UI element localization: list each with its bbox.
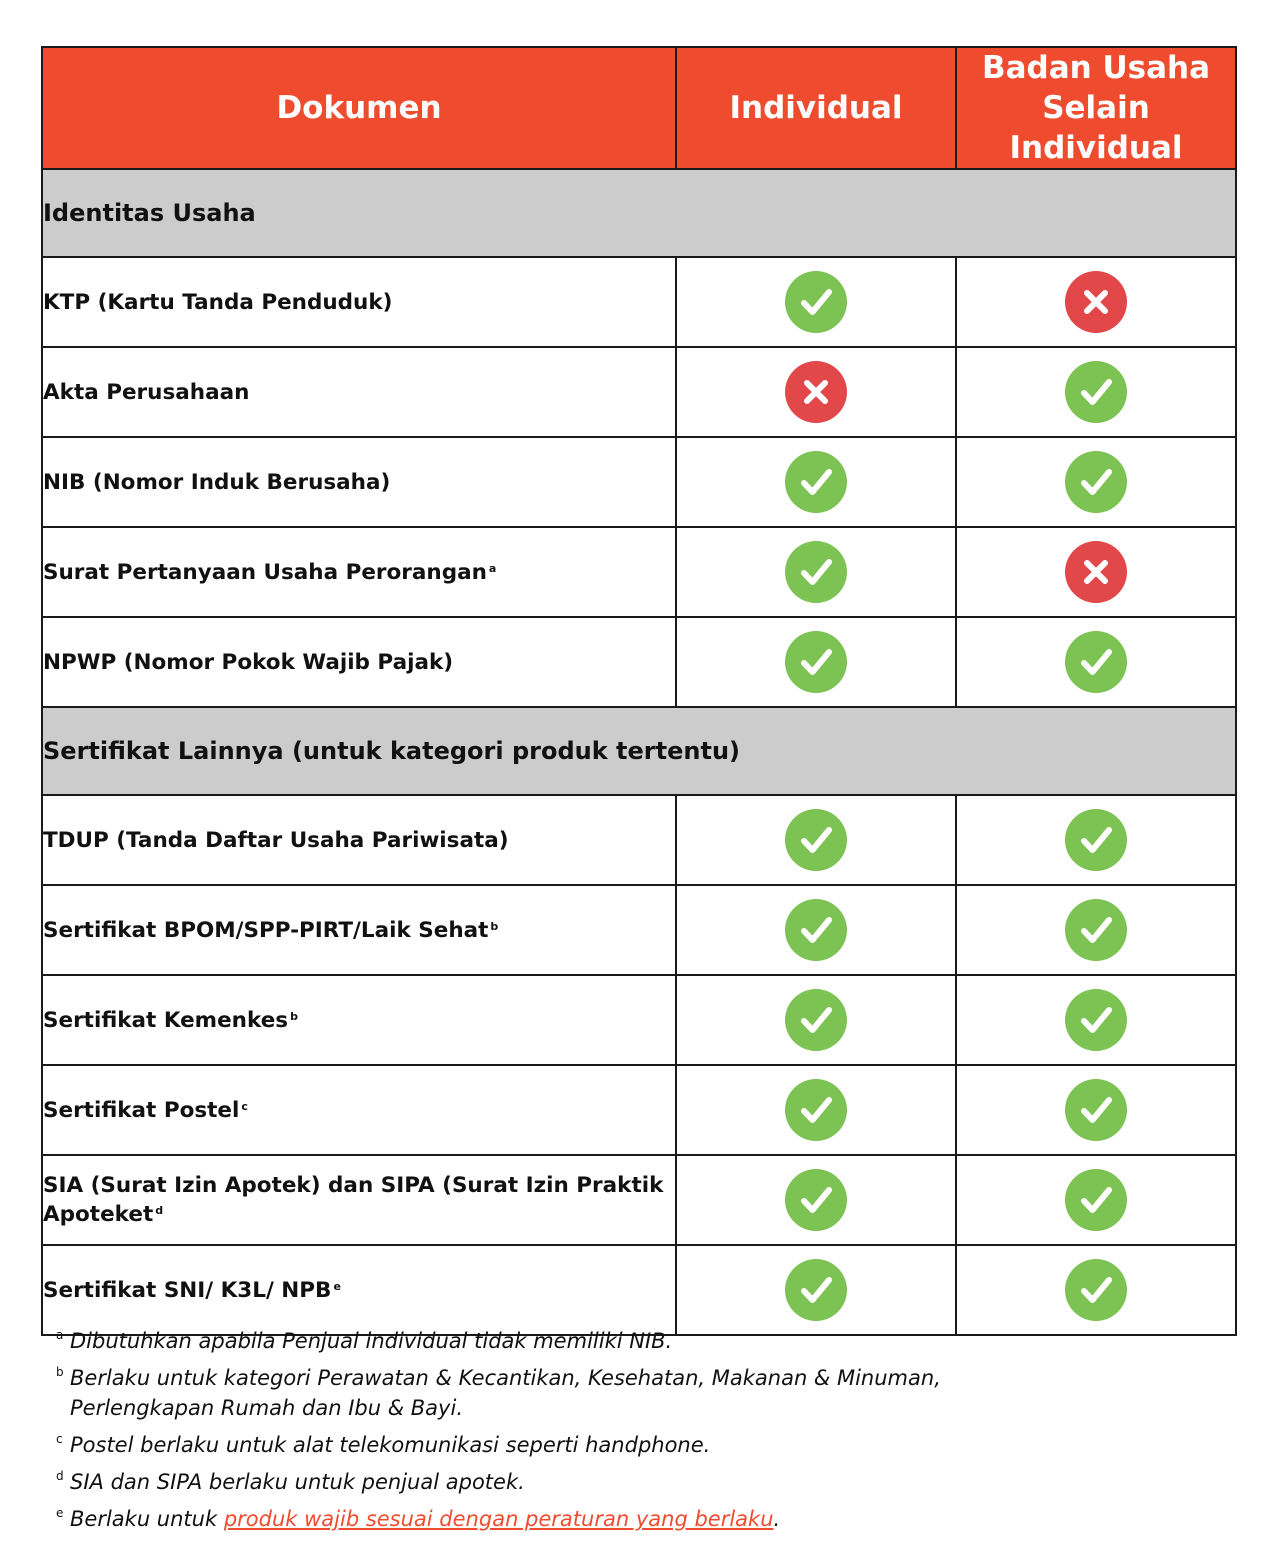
status-cell-badan: [956, 1065, 1236, 1155]
status-cell-badan: [956, 1245, 1236, 1335]
table-row: [42, 795, 1236, 885]
status-cell-individual: [676, 617, 956, 707]
document-name: Akta Perusahaan: [43, 379, 250, 405]
status-cell-individual: [676, 257, 956, 347]
check-circle-icon: [785, 1259, 847, 1321]
table-row: [42, 437, 1236, 527]
status-cell-individual: [676, 975, 956, 1065]
status-cell-badan: [956, 437, 1236, 527]
requirements-table: [41, 46, 1237, 1336]
check-circle-icon: [1065, 451, 1127, 513]
check-circle-icon: [785, 899, 847, 961]
check-circle-icon: [1065, 899, 1127, 961]
header-dokumen: Dokumen: [42, 47, 676, 169]
section-title: Sertifikat Lainnya (untuk kategori produk tertentu): [42, 707, 1236, 795]
section-row: [42, 169, 1236, 257]
document-name-cell: [42, 437, 676, 527]
footnote-marker: e: [333, 1279, 341, 1293]
table-row: [42, 257, 1236, 347]
status-cell-badan: [956, 885, 1236, 975]
document-name: Sertifikat SNI/ K3L/ NPB: [43, 1277, 332, 1303]
status-cell-individual: [676, 437, 956, 527]
footnote-text-continued: Perlengkapan Rumah dan Ibu & Bayi.: [70, 1396, 463, 1420]
document-name: KTP (Kartu Tanda Penduduk): [43, 289, 393, 315]
status-cell-individual: [676, 1245, 956, 1335]
document-name: NIB (Nomor Induk Berusaha): [43, 469, 391, 495]
footnote-marker: b: [290, 1009, 298, 1023]
status-cell-badan: [956, 975, 1236, 1065]
document-name: SIA (Surat Izin Apotek) dan SIPA (Surat Izin Praktik Apoteket: [43, 1173, 664, 1227]
check-circle-icon: [1065, 809, 1127, 871]
document-name: Sertifikat Kemenkes: [43, 1007, 289, 1033]
check-circle-icon: [785, 989, 847, 1051]
table-row: [42, 975, 1236, 1065]
status-cell-individual: [676, 1155, 956, 1245]
check-circle-icon: [785, 631, 847, 693]
footnote-e: [56, 1504, 1236, 1534]
cross-circle-icon: [785, 361, 847, 423]
document-name-cell: [42, 617, 676, 707]
footnote-text-end: .: [773, 1507, 781, 1531]
header-badan-usaha: [956, 47, 1236, 169]
document-name-cell: [42, 347, 676, 437]
document-name: TDUP (Tanda Daftar Usaha Pariwisata): [43, 827, 509, 853]
header-badan-usaha-line2: Selain Individual: [1009, 90, 1183, 166]
status-cell-individual: [676, 347, 956, 437]
check-circle-icon: [785, 809, 847, 871]
status-cell-badan: [956, 527, 1236, 617]
check-circle-icon: [785, 541, 847, 603]
status-cell-individual: [676, 885, 956, 975]
status-cell-individual: [676, 1065, 956, 1155]
section-title: Identitas Usaha: [42, 169, 1236, 257]
footnote-d: [56, 1467, 1236, 1497]
table-row: [42, 617, 1236, 707]
check-circle-icon: [1065, 1079, 1127, 1141]
footnote-marker: d: [155, 1204, 164, 1217]
footnote-text: SIA dan SIPA berlaku untuk penjual apotek.: [70, 1470, 525, 1494]
table-row: [42, 1245, 1236, 1335]
check-circle-icon: [1065, 1169, 1127, 1231]
footnote-text: Berlaku untuk: [70, 1507, 224, 1531]
table-row: [42, 1065, 1236, 1155]
document-name-cell: [42, 1245, 676, 1335]
table-row: [42, 347, 1236, 437]
document-name-cell: [42, 1155, 676, 1245]
footnote-a: [56, 1326, 1236, 1356]
status-cell-badan: [956, 347, 1236, 437]
status-cell-badan: [956, 257, 1236, 347]
regulation-link[interactable]: produk wajib sesuai dengan peraturan yang berlaku: [223, 1507, 774, 1531]
footnote-mark: c: [56, 1432, 63, 1446]
document-name-cell: [42, 795, 676, 885]
header-badan-usaha-line1: Badan Usaha: [981, 50, 1211, 86]
status-cell-individual: [676, 527, 956, 617]
status-cell-badan: [956, 795, 1236, 885]
document-name: Surat Pertanyaan Usaha Perorangan: [43, 559, 487, 585]
check-circle-icon: [1065, 361, 1127, 423]
document-name-cell: [42, 885, 676, 975]
document-name-cell: [42, 975, 676, 1065]
check-circle-icon: [1065, 631, 1127, 693]
check-circle-icon: [785, 1079, 847, 1141]
section-row: [42, 707, 1236, 795]
footnote-mark: b: [56, 1365, 64, 1379]
cross-circle-icon: [1065, 271, 1127, 333]
status-cell-badan: [956, 1155, 1236, 1245]
document-name-cell: [42, 1065, 676, 1155]
header-individual: Individual: [676, 47, 956, 169]
check-circle-icon: [785, 451, 847, 513]
footnote-text: Dibutuhkan apabila Penjual individual tidak memiliki NIB.: [70, 1329, 673, 1353]
footnote-mark: e: [56, 1506, 64, 1520]
table-row: [42, 1155, 1236, 1245]
document-name: Sertifikat BPOM/SPP-PIRT/Laik Sehat: [43, 917, 489, 943]
footnote-marker: c: [241, 1099, 248, 1113]
footnote-marker: a: [488, 561, 497, 575]
footnote-b: [56, 1363, 1236, 1423]
status-cell-individual: [676, 795, 956, 885]
footnote-text: Postel berlaku untuk alat telekomunikasi seperti handphone.: [70, 1433, 711, 1457]
footnote-c: [56, 1430, 1236, 1460]
document-name-cell: [42, 527, 676, 617]
document-name-cell: [42, 257, 676, 347]
footnotes: [56, 1326, 1236, 1541]
check-circle-icon: [785, 1169, 847, 1231]
footnote-mark: d: [56, 1469, 64, 1483]
check-circle-icon: [1065, 989, 1127, 1051]
check-circle-icon: [1065, 1259, 1127, 1321]
table-row: [42, 527, 1236, 617]
table-header-row: [42, 47, 1236, 169]
cross-circle-icon: [1065, 541, 1127, 603]
footnote-mark: a: [56, 1328, 64, 1342]
check-circle-icon: [785, 271, 847, 333]
document-name: Sertifikat Postel: [43, 1097, 240, 1123]
table-row: [42, 885, 1236, 975]
document-name: NPWP (Nomor Pokok Wajib Pajak): [43, 649, 454, 675]
footnote-marker: b: [490, 919, 499, 933]
footnote-text: Berlaku untuk kategori Perawatan & Kecantikan, Kesehatan, Makanan & Minuman,: [70, 1366, 941, 1390]
status-cell-badan: [956, 617, 1236, 707]
